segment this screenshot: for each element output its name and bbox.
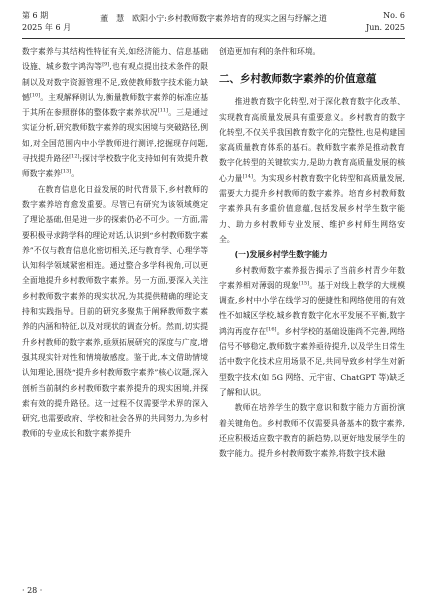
paragraph <box>219 94 405 247</box>
citation: [12] <box>69 153 80 160</box>
citation: [16] <box>266 326 277 333</box>
text: 。 <box>71 169 80 179</box>
issue-number: 第 6 期 <box>22 11 49 20</box>
text: 数字素养与其结构性特征有关,如经济能力、信息基础设施、城乡数字鸿沟等 <box>22 47 208 72</box>
citation: [9] <box>102 61 110 68</box>
paragraph <box>219 263 405 401</box>
citation: [14] <box>242 173 253 180</box>
right-column <box>219 44 405 461</box>
citation: [13] <box>60 168 72 175</box>
paragraph: 创造更加有利的条件和环境。 <box>219 47 321 56</box>
issue-date-en: Jun. 2025 <box>366 23 405 32</box>
text: 乡村教师数字素养报告揭示了当前乡村青少年数字素养相对薄弱的现象 <box>219 265 405 290</box>
section-heading: 二、乡村教师数字素养的价值意蕴 <box>219 73 377 86</box>
issue-date: 2025 年 6 月 <box>22 23 72 32</box>
paragraph <box>22 44 208 182</box>
text: 。主观解释则认为,衡量教师数字素养的标准应基于其所在参照群体的整体数字素养状况 <box>22 92 208 118</box>
subsection-heading: (一)发展乡村学生数字能力 <box>234 250 328 260</box>
left-column <box>22 44 208 442</box>
running-header <box>22 10 405 36</box>
running-title: 董 慧 欧阳小宁:乡村教师数字素养培育的现实之困与纾解之道 <box>100 14 327 23</box>
text: 。基于对线上教学的大规模调查,乡村中小学在线学习的便捷性和网络使用的有效性不如城区学校,城乡教育数字化水平发展不平衡,数字鸿沟再度存在 <box>219 280 406 336</box>
header-right <box>366 10 405 34</box>
text: 。三是通过实证分析,研究教师数字素养的现实困境与突破路径,例如,对全国范围内中小学教师进行测评,挖掘现存问题,寻找提升路径 <box>22 108 209 164</box>
citation: [11] <box>157 107 169 114</box>
page-number: · 28 · <box>22 586 43 595</box>
text: 。乡村学校的基础设施尚不完善,网络信号不够稳定,教师数字素养亟待提升,以及学生日常生活中数字化技术应用场景不足,共同导致乡村学生对新型数字技术(如 5G 网络、元宇宙、ChatGPT 等)缺乏了解和认识。 <box>219 326 405 397</box>
issue-number-en: No. 6 <box>383 11 405 20</box>
text: 推进教育数字化转型,对于深化教育数字化改革、实现教育高质量发展具有重要意义。乡村教育的数字化转型,不仅关乎我国教育数字化的完整性,也是构建国家高质量教育体系的基石。教师数字素养是推动教育数字化转型的关键软实力,是助力教育高质量发展的核心力量 <box>219 97 405 183</box>
paragraph: 在教育信息化日益发展的时代背景下,乡村教师的数字素养培育愈发重要。尽管已有研究为该领域奠定了理论基础,但是进一步的探索仍必不可少。一方面,需要积极寻求跨学科的理论对话,认识到“乡村教师数字素养”不仅与教育信息化密切相关,还与教育学、心理学等认知科学领域紧密相连。通过整合多学科视角,可以更全面地提升乡村教师数字素养。另一方面,要深入关注乡村教师数字素养的现实状况,为其提供精确的理论支持和实践指导。目前的研究多聚焦于阐释教师数字素养的内涵和特征,以及对现状的调查分析。然而,切实提升乡村教师的数字素养,亟须拓展研究的深度与广度,增强其现实针对性和情境敏感度。鉴于此,本文借助情境认知理论,围绕“提升乡村教师数字素养”核心议题,深入剖析当前制约乡村教师数字素养提升的现实困境,并探索有效的提升路径。这一过程不仅需要学术界的深入研究,也需要政府、学校和社会各界的共同努力,为乡村教师的专业成长和数字素养提升 <box>22 184 208 439</box>
citation: [10] <box>29 92 41 99</box>
header-rule <box>22 38 405 39</box>
text: 。为实现乡村教育数字化转型和高质量发展,需要大力提升乡村教师的数字素养。培育乡村教师数字素养具有多重价值意蕴,包括发展乡村学生数字能力、助力乡村教师专业发展、维护乡村师生网络安全。 <box>219 173 406 244</box>
text: ;探讨学校数字化支持如何有效提升教师数字素养 <box>22 154 208 179</box>
paragraph: 教师在培养学生的数字意识和数字能力方面扮演着关键角色。乡村教师不仅需要具备基本的数字素养,还应积极适应数字教育的新趋势,以更好地发展学生的数字能力。提升乡村教师数字素养,将数字技术融 <box>219 403 405 459</box>
text: ,也有观点提出技术条件的限制以及对数字资源管理不足,致使教师数字技术能力缺憾 <box>22 62 209 102</box>
citation: [15] <box>298 280 310 287</box>
